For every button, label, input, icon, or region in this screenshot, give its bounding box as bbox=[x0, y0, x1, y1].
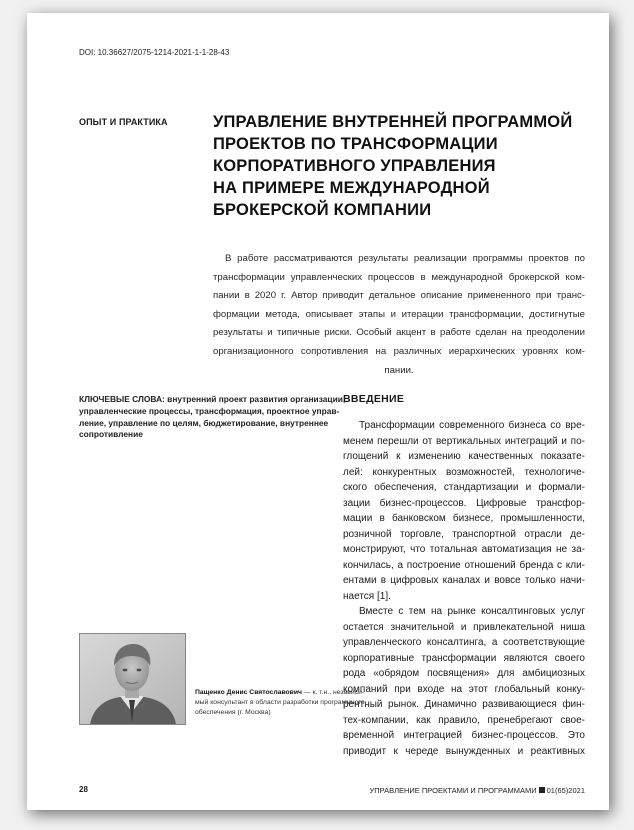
abstract-line: формации метода, описывает этапы и итерации трансформации, достигнутые bbox=[213, 308, 585, 320]
keywords bbox=[79, 394, 346, 441]
abstract-line: В работе рассматриваются результаты реализации программы проектов по bbox=[225, 253, 585, 264]
body-line: нается [1]. bbox=[343, 590, 391, 602]
square-separator-icon bbox=[539, 787, 545, 793]
abstract-line: пании в 2020 г. Автор приводит детальное описание примененного при транс- bbox=[213, 290, 585, 302]
author-desc: — к. т.н., независи- bbox=[303, 689, 365, 696]
body-line: менем перешли от вертикальных интеграций и по- bbox=[343, 435, 585, 447]
body-line: ентами в цифровых каналах и вовсе только начи- bbox=[343, 575, 585, 586]
author-desc: обеспечения (г. Москва) bbox=[195, 709, 271, 716]
abstract-line: организационного сопротивления на различных иерархических уровнях ком- bbox=[213, 345, 585, 357]
body-line: временной интеграцией бизнес-процессов. Это bbox=[343, 730, 585, 741]
author-photo bbox=[79, 633, 186, 725]
title-line: БРОКЕРСКОЙ КОМПАНИИ bbox=[213, 201, 432, 219]
author-portrait-image bbox=[80, 634, 185, 724]
body-line: приводит к череде вынужденных и реактивных bbox=[343, 745, 585, 757]
page-number: 28 bbox=[79, 785, 88, 794]
body-line: рентный рынок. Динамично развивающиеся фин- bbox=[343, 699, 585, 710]
body-line: компаний при входе на этот глобальный конку- bbox=[343, 683, 585, 695]
body-line: корпоративные трансформации являются своего bbox=[343, 652, 585, 664]
doi-text: DOI: 10.36627/2075-1214-2021-1-1-28-43 bbox=[79, 48, 230, 57]
keywords-line: сопротивление bbox=[79, 429, 143, 440]
body-line: Вместе с тем на рынке консалтинговых услуг bbox=[359, 606, 585, 617]
body-line: глощений к изменению качественных показате- bbox=[343, 451, 585, 462]
body-line: монстрируют, что тотальная автоматизация не за- bbox=[343, 544, 585, 555]
abstract-line: результаты и типичные риски. Особый акцент в работе сделан на преодолении bbox=[213, 327, 585, 339]
journal-issue: 01(65)2021 bbox=[546, 786, 585, 795]
author-desc: мый консультант в области разработки программного bbox=[195, 699, 365, 706]
author-name: Пащенко Денис Святославович bbox=[195, 689, 302, 696]
title-line: НА ПРИМЕРЕ МЕЖДУНАРОДНОЙ bbox=[213, 179, 490, 197]
title-line: ПРОЕКТОВ ПО ТРАНСФОРМАЦИИ bbox=[213, 135, 498, 153]
abstract bbox=[213, 250, 585, 380]
body-line: лей: конкурентных возможностей, технологиче- bbox=[343, 466, 585, 478]
article-title bbox=[213, 111, 593, 221]
body-line: рода «обрядом посвящения» для амбициозных bbox=[343, 668, 585, 679]
body-line: Трансформации современного бизнеса со вре- bbox=[359, 420, 585, 431]
body-line: зации бизнес-процессов. Цифровые трансфор- bbox=[343, 497, 585, 509]
body-line: ского обеспечения, стандартизации и формали- bbox=[343, 482, 585, 493]
keywords-line: КЛЮЧЕВЫЕ СЛОВА: внутренний проект развития организации, bbox=[79, 394, 346, 404]
abstract-line: трансформации управленческих процессов в международной брокерской ком- bbox=[213, 271, 585, 283]
keywords-line: управленческие процессы, трансформация, проектное управ- bbox=[79, 405, 340, 416]
section-label: ОПЫТ И ПРАКТИКА bbox=[79, 117, 168, 127]
keywords-line: ление, управление по целям, бюджетирование, внутреннее bbox=[79, 417, 329, 428]
journal-footer bbox=[370, 786, 586, 795]
body-line: мации в банковском бизнесе, промышленности, bbox=[343, 513, 585, 524]
abstract-line: пании. bbox=[384, 364, 414, 376]
intro-heading: ВВЕДЕНИЕ bbox=[343, 393, 405, 405]
body-line: тех-компании, как правило, пренебрегают свое- bbox=[343, 714, 585, 726]
journal-name: УПРАВЛЕНИЕ ПРОЕКТАМИ И ПРОГРАММАМИ bbox=[369, 786, 537, 795]
body-line: розничной торговле, транспортной отрасли де- bbox=[343, 528, 585, 540]
journal-page bbox=[27, 13, 609, 810]
body-text bbox=[343, 418, 585, 759]
title-line: КОРПОРАТИВНОГО УПРАВЛЕНИЯ bbox=[213, 157, 496, 175]
body-line: остается значительной и привлекательной ниша bbox=[343, 621, 585, 633]
author-info bbox=[195, 688, 365, 718]
body-line: управленческого консалтинга, а соответствующие bbox=[343, 637, 585, 648]
title-line: УПРАВЛЕНИЕ ВНУТРЕННЕЙ ПРОГРАММОЙ bbox=[213, 113, 573, 131]
body-line: кончилась, а построение отношений бренда с кли- bbox=[343, 559, 585, 571]
